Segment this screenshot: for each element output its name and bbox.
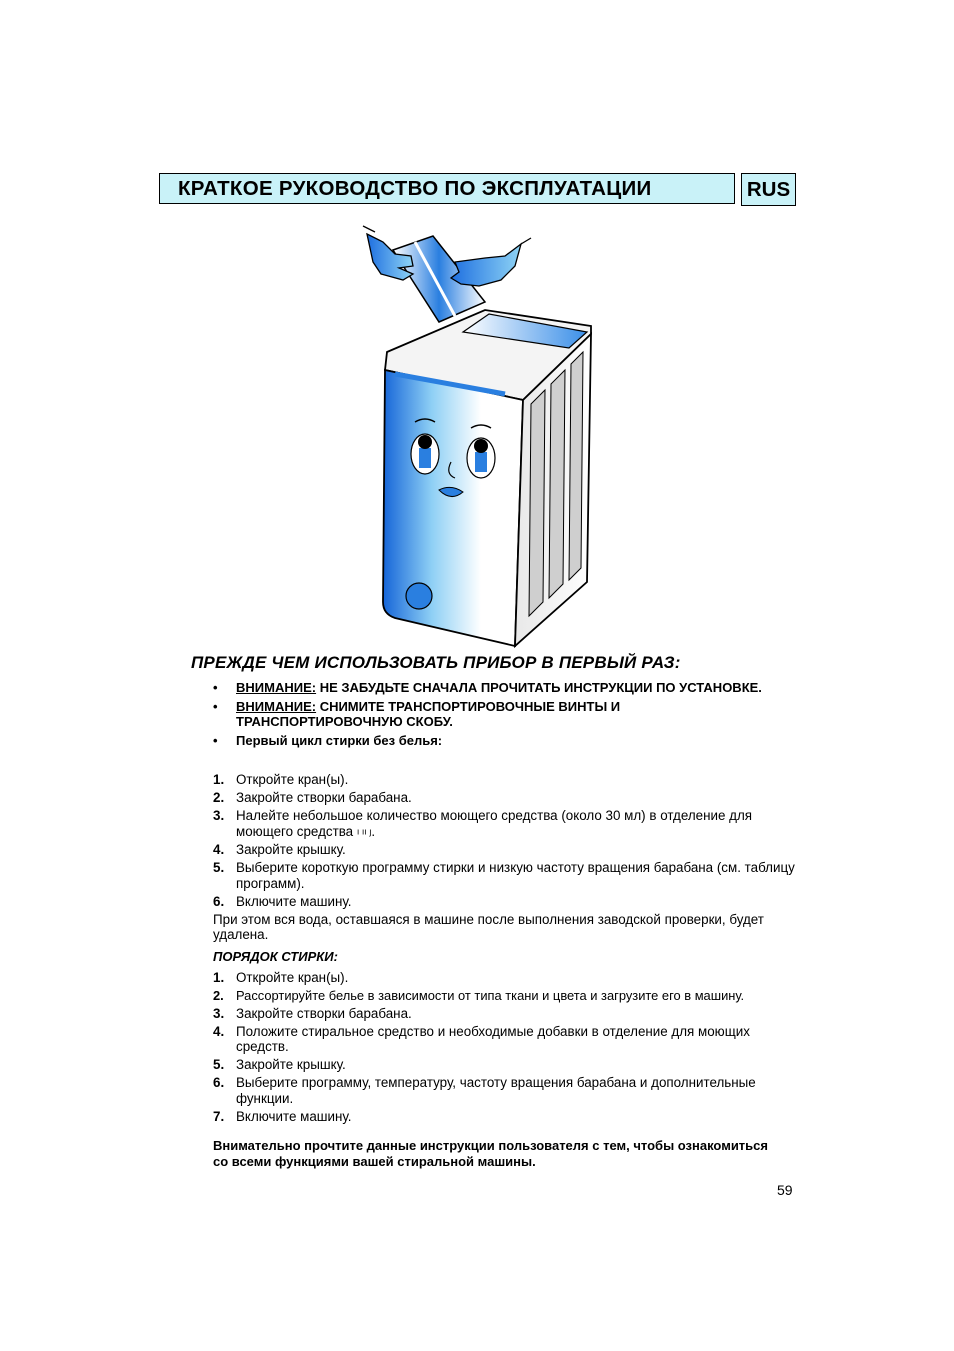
warning-label: ВНИМАНИЕ: bbox=[236, 698, 317, 714]
bullet-dot: • bbox=[213, 732, 218, 748]
warning-text: СНИМИТЕ ТРАНСПОРТИРОВОЧНЫЕ ВИНТЫ И ТРАНСПОРТИРОВОЧНУЮ СКОБУ. bbox=[236, 698, 621, 729]
page-title-box bbox=[159, 173, 735, 204]
first-cycle-note: При этом вся вода, оставшаяся в машине после выполнения заводской проверки, будет удалена. bbox=[213, 911, 764, 943]
bullet-dot: • bbox=[213, 698, 218, 714]
bullet-text: Первый цикл стирки без белья: bbox=[236, 732, 443, 748]
step-number: 1. bbox=[213, 772, 225, 787]
washing-machine-reading-manual-illustration bbox=[355, 222, 605, 652]
list-item bbox=[213, 1057, 803, 1073]
step-text: Рассортируйте белье в зависимости от типа ткани и цвета и загрузите его в машину. bbox=[236, 987, 745, 1003]
list-item bbox=[213, 988, 803, 1004]
list-item bbox=[213, 860, 803, 891]
list-item bbox=[213, 842, 803, 858]
bullet-dot: • bbox=[213, 680, 218, 695]
step-text: Закройте створки барабана. bbox=[236, 790, 412, 805]
step-number: 6. bbox=[213, 893, 225, 909]
section-title-washing-procedure: ПОРЯДОК СТИРКИ: bbox=[213, 948, 338, 964]
step-text: Откройте кран(ы). bbox=[236, 969, 349, 985]
list-item bbox=[213, 808, 803, 840]
step-text: Налейте небольшое количество моющего средства (около 30 мл) в отделение для моющего средства bbox=[236, 808, 753, 839]
step-number: 7. bbox=[213, 1108, 225, 1124]
step-text: Откройте кран(ы). bbox=[236, 772, 349, 787]
step-number: 2. bbox=[213, 987, 224, 1003]
step-number: 4. bbox=[213, 1023, 225, 1039]
list-item bbox=[213, 772, 803, 788]
section-title-before-first-use: ПРЕЖДЕ ЧЕМ ИСПОЛЬЗОВАТЬ ПРИБОР В ПЕРВЫЙ РАЗ: bbox=[191, 653, 681, 672]
page-number: 59 bbox=[777, 1182, 793, 1198]
step-number: 1. bbox=[213, 969, 225, 985]
step-text: Закройте крышку. bbox=[236, 842, 346, 858]
list-item bbox=[213, 733, 773, 749]
warning-text: НЕ ЗАБУДЬТЕ СНАЧАЛА ПРОЧИТАТЬ ИНСТРУКЦИИ ПО УСТАНОВКЕ. bbox=[316, 680, 762, 695]
step-number: 3. bbox=[213, 808, 225, 823]
list-item bbox=[213, 894, 803, 910]
list-item bbox=[213, 1075, 803, 1106]
step-text: Выберите короткую программу стирки и низкую частоту вращения барабана (см. таблицу программ). bbox=[236, 860, 795, 891]
step-number: 3. bbox=[213, 1005, 225, 1021]
list-item bbox=[213, 790, 803, 806]
step-text: Включите машину. bbox=[236, 1108, 352, 1124]
list-item bbox=[213, 970, 803, 986]
step-number: 6. bbox=[213, 1075, 225, 1091]
warning-bullets bbox=[213, 680, 773, 751]
list-item bbox=[213, 1109, 803, 1125]
list-item bbox=[213, 699, 773, 730]
step-text: Включите машину. bbox=[236, 893, 352, 909]
detergent-compartment-icon: ı ıı ȷ bbox=[356, 826, 372, 837]
page-title: КРАТКОЕ РУКОВОДСТВО ПО ЭКСПЛУАТАЦИИ bbox=[178, 176, 652, 200]
first-cycle-steps bbox=[213, 772, 803, 1127]
step-number: 5. bbox=[213, 1057, 225, 1073]
language-badge bbox=[741, 173, 796, 206]
step-text: Положите стиральное средство и необходимые добавки в отделение для моющих средств. bbox=[236, 1023, 750, 1055]
step-number: 2. bbox=[213, 790, 225, 805]
step-number: 5. bbox=[213, 860, 225, 876]
step-number: 4. bbox=[213, 842, 225, 858]
list-item bbox=[213, 680, 773, 696]
language-label: RUS bbox=[746, 177, 791, 201]
step-text: Выберите программу, температуру, частоту вращения барабана и дополнительные функции. bbox=[236, 1075, 756, 1106]
closing-note: Внимательно прочтите данные инструкции пользователя с тем, чтобы ознакомиться со всеми функциями вашей стиральной машины. bbox=[213, 1138, 768, 1169]
step-text-suffix: . bbox=[371, 823, 376, 839]
step-text: Закройте створки барабана. bbox=[236, 1005, 412, 1021]
warning-label: ВНИМАНИЕ: bbox=[236, 680, 317, 695]
step-text: Закройте крышку. bbox=[236, 1057, 346, 1073]
list-item bbox=[213, 1024, 803, 1055]
list-item bbox=[213, 1006, 803, 1022]
